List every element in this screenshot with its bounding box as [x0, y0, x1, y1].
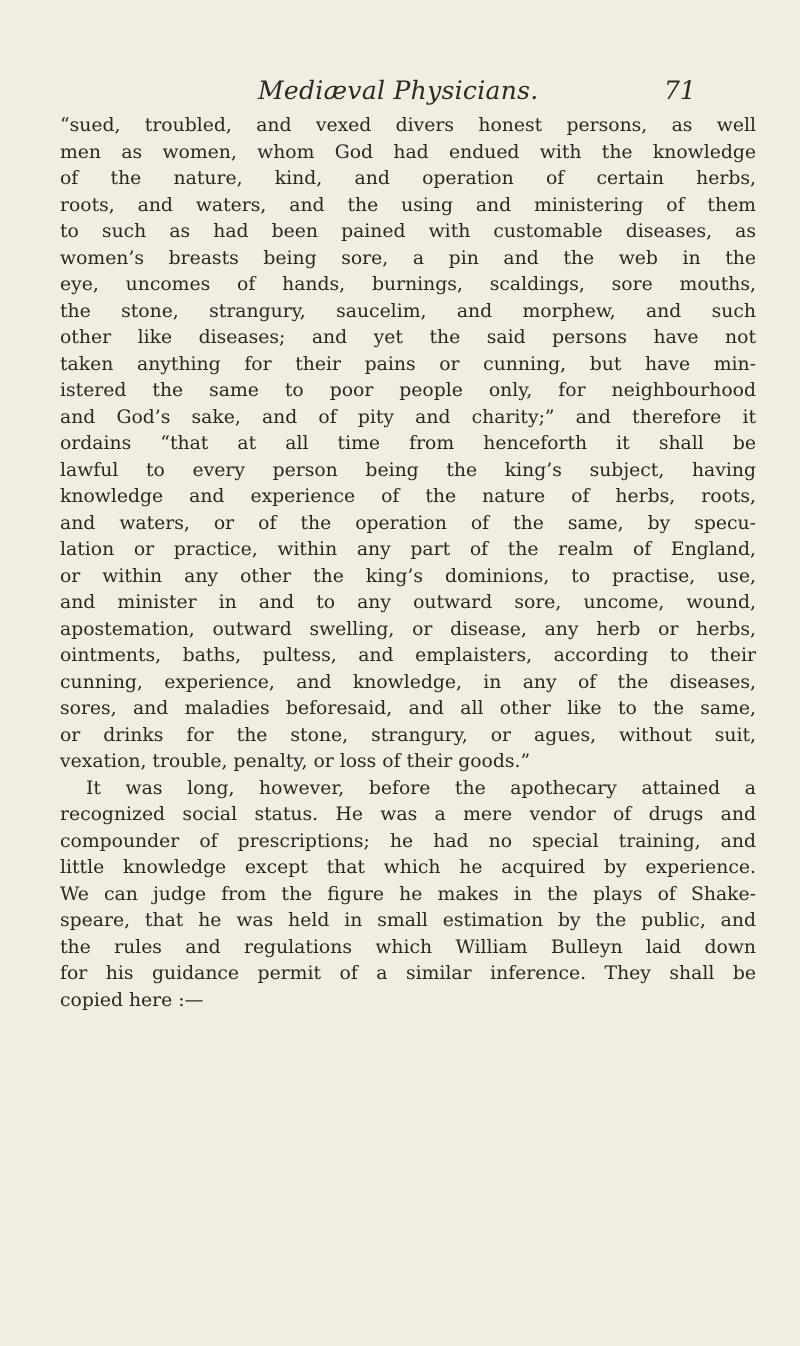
text-line: copied here :—: [60, 989, 204, 1011]
text-line: men as women, whom God had endued with the knowledge: [60, 141, 756, 163]
text-line: the rules and regulations which William Bulleyn laid down: [60, 936, 756, 958]
text-line: lawful to every person being the king’s subject, having: [60, 459, 756, 481]
text-line: or drinks for the stone, strangury, or agues, without suit,: [60, 724, 756, 746]
text-line: cunning, experience, and knowledge, in any of the diseases,: [60, 671, 756, 693]
text-line: for his guidance permit of a similar inference. They shall be: [60, 963, 756, 984]
running-head-title: Mediæval Physicians.: [258, 76, 539, 105]
text-line: “sued, troubled, and vexed divers honest persons, as well: [60, 115, 756, 136]
text-line: other like diseases; and yet the said persons have not: [60, 327, 756, 348]
body-text: [60, 113, 756, 1014]
text-line: vexation, trouble, penalty, or loss of their goods.”: [60, 751, 531, 772]
text-line: speare, that he was held in small estimation by the public, and: [60, 910, 756, 931]
text-line: lation or practice, within any part of the realm of England,: [60, 539, 756, 560]
text-line: the stone, strangury, saucelim, and morphew, and such: [60, 300, 756, 322]
running-head: [0, 76, 800, 110]
text-line: women’s breasts being sore, a pin and the web in the: [60, 247, 756, 269]
text-line: taken anything for their pains or cunning, but have min-: [60, 353, 756, 375]
text-line: sores, and maladies beforesaid, and all other like to the same,: [60, 698, 756, 719]
text-line: and minister in and to any outward sore, uncome, wound,: [60, 592, 756, 613]
text-line: little knowledge except that which he acquired by experience.: [60, 857, 756, 878]
text-line: compounder of prescriptions; he had no special training, and: [60, 830, 756, 852]
text-line: We can judge from the figure he makes in the plays of Shake-: [60, 883, 756, 905]
page-number: 71: [664, 76, 696, 105]
text-line: ordains “that at all time from henceforth it shall be: [60, 433, 756, 454]
paragraph-first-line: It was long, however, before the apothecary attained a: [86, 777, 756, 799]
text-line: apostemation, outward swelling, or disease, any herb or herbs,: [60, 618, 756, 640]
text-line: recognized social status. He was a mere vendor of drugs and: [60, 804, 756, 825]
text-line: eye, uncomes of hands, burnings, scaldings, sore mouths,: [60, 274, 756, 295]
text-line: roots, and waters, and the using and ministering of them: [60, 194, 756, 216]
text-line: knowledge and experience of the nature of herbs, roots,: [60, 486, 756, 507]
text-line: and God’s sake, and of pity and charity;” and therefore it: [60, 406, 756, 428]
text-line: to such as had been pained with customable diseases, as: [60, 221, 756, 242]
text-line: of the nature, kind, and operation of certain herbs,: [60, 168, 756, 189]
text-line: and waters, or of the operation of the same, by specu-: [60, 512, 756, 534]
text-line: or within any other the king’s dominions, to practise, use,: [60, 565, 756, 587]
text-line: istered the same to poor people only, for neighbourhood: [60, 380, 756, 401]
text-line: ointments, baths, pultess, and emplaisters, according to their: [60, 645, 756, 666]
